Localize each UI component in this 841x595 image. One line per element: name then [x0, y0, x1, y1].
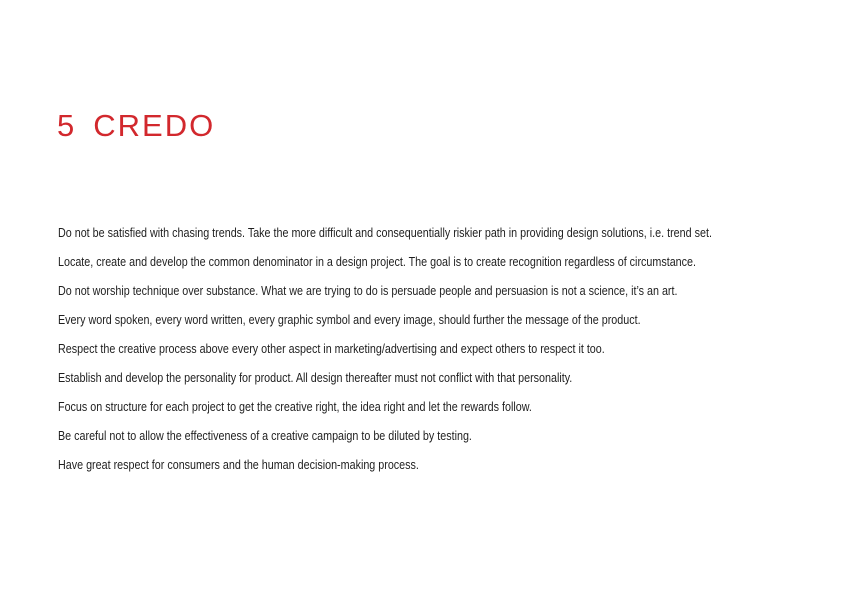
- credo-line-9: Have great respect for consumers and the human decision-making process.: [58, 458, 419, 472]
- page-title: [57, 108, 215, 144]
- credo-line-6: Establish and develop the personality for product. All design thereafter must not conflict with that personality.: [58, 371, 573, 385]
- credo-list: [58, 219, 832, 480]
- section-number: 5: [57, 108, 77, 143]
- credo-line-8: Be careful not to allow the effectiveness of a creative campaign to be diluted by testing.: [58, 429, 472, 443]
- credo-line-7: Focus on structure for each project to get the creative right, the idea right and let the rewards follow.: [58, 400, 532, 414]
- section-title: CREDO: [93, 108, 216, 143]
- credo-line-3: Do not worship technique over substance. What we are trying to do is persuade people and persuasion is not a science, it’s an art.: [58, 284, 678, 298]
- credo-line-2: Locate, create and develop the common denominator in a design project. The goal is to create recognition regardless of circumstance.: [58, 255, 696, 269]
- credo-line-5: Respect the creative process above every other aspect in marketing/advertising and expect others to respect it too.: [58, 342, 605, 356]
- credo-line-4: Every word spoken, every word written, every graphic symbol and every image, should further the message of the product.: [58, 313, 641, 327]
- credo-line-1: Do not be satisfied with chasing trends. Take the more difficult and consequentially riskier path in providing design solutions, i.e. trend set.: [58, 226, 712, 240]
